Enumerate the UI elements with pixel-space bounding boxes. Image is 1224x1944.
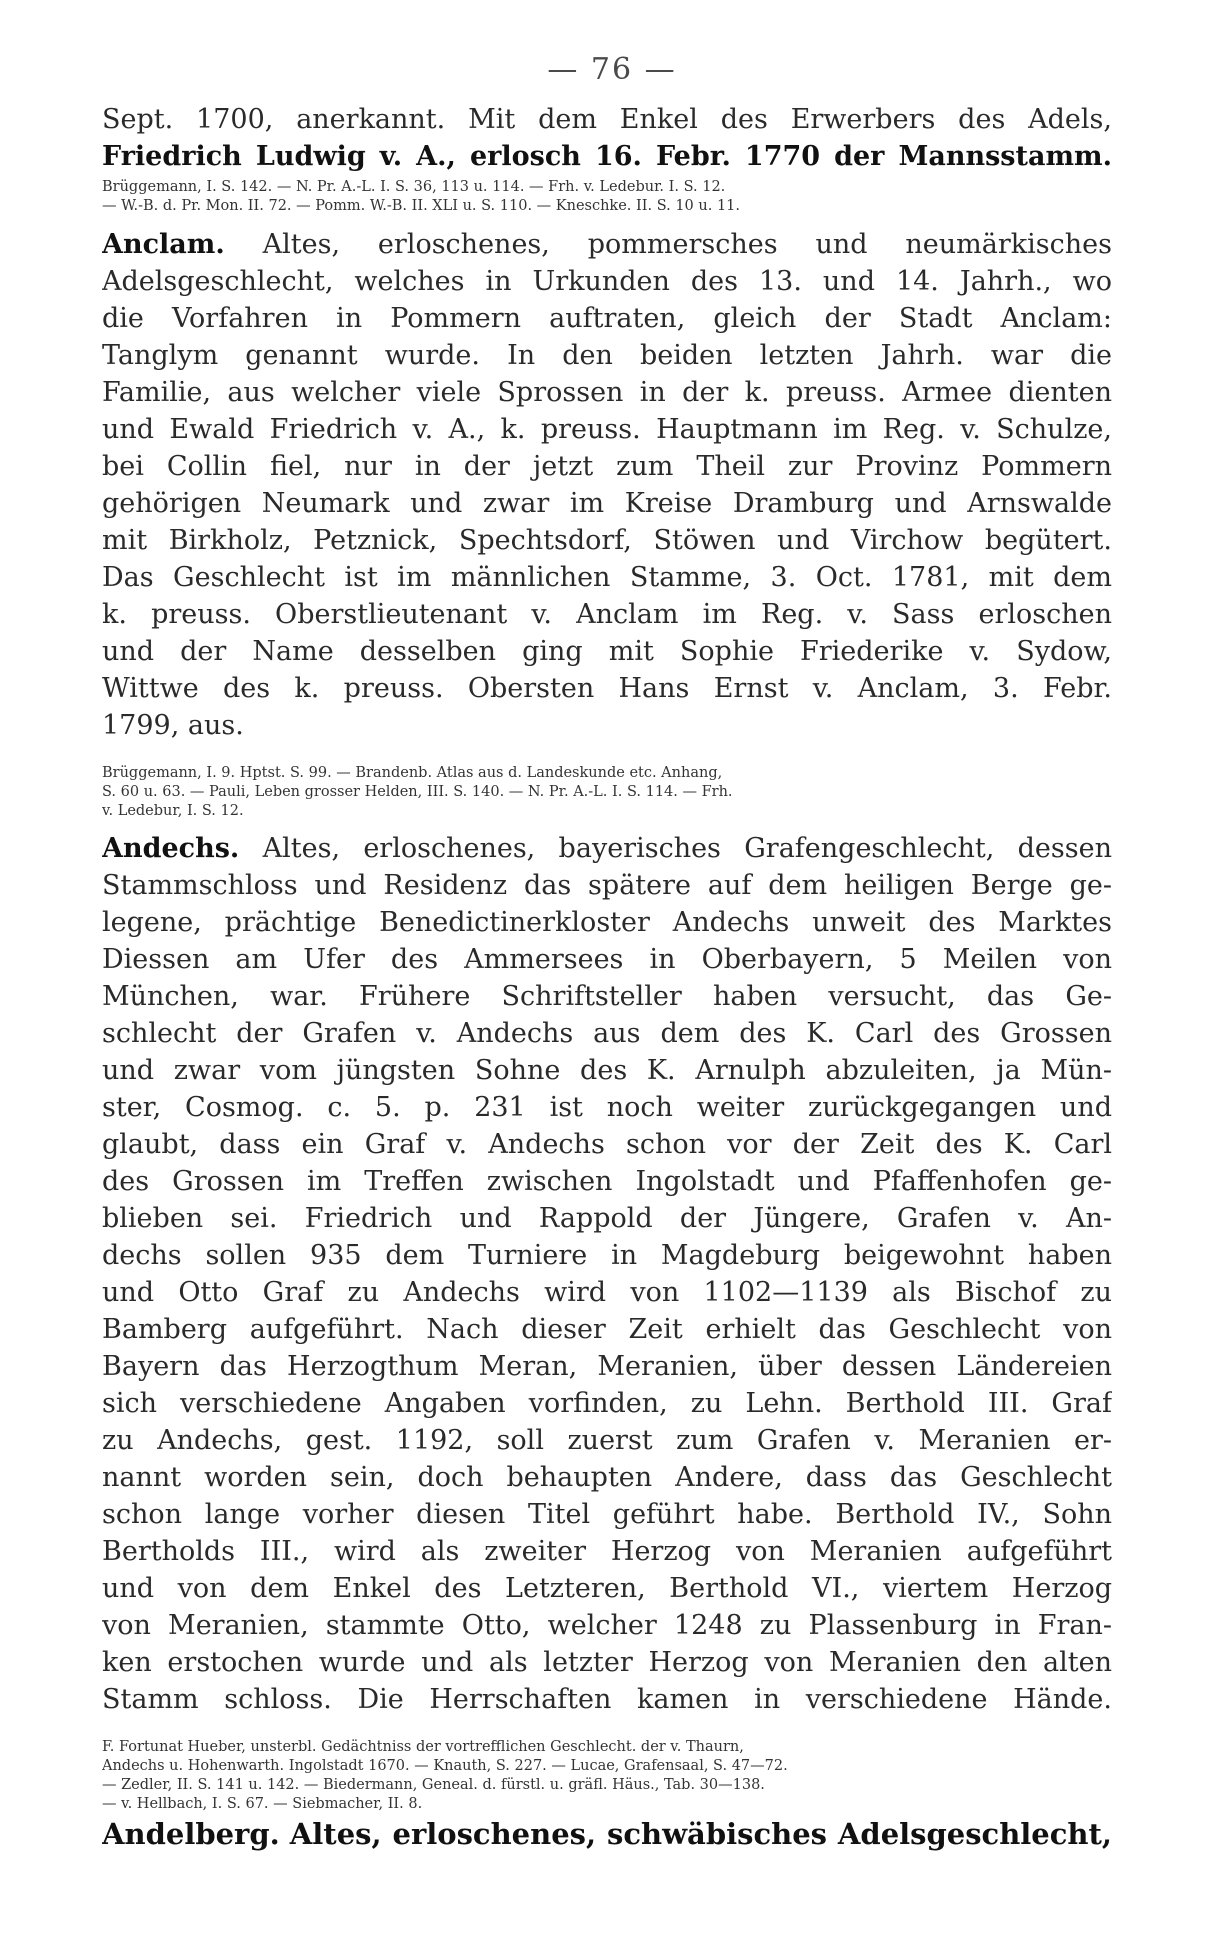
text-line: schlecht der Grafen v. Andechs aus dem des K. Carl des Grossen (102, 1018, 1112, 1049)
text-line: und zwar vom jüngsten Sohne des K. Arnulph abzuleiten, ja Mün- (102, 1055, 1112, 1086)
entry-text: Altes, erloschenes, bayerisches Grafengeschlecht, dessen (262, 833, 1112, 864)
text-line: blieben sei. Friedrich und Rappold der Jüngere, Grafen v. An- (102, 1203, 1112, 1234)
text-line: bei Collin fiel, nur in der jetzt zum Theil zur Provinz Pommern (102, 451, 1112, 482)
entry-first-line (102, 226, 1112, 263)
text-line: schon lange vorher diesen Titel geführt habe. Berthold IV., Sohn (102, 1499, 1112, 1530)
entry-andechs (102, 830, 1112, 1718)
reference-line: — v. Hellbach, I. S. 67. — Siebmacher, II. 8. (102, 1796, 423, 1812)
entry-keyword: Anclam. (102, 229, 225, 260)
reference-line: — W.-B. d. Pr. Mon. II. 72. — Pomm. W.-B. II. XLI u. S. 110. — Kneschke. II. S. 10 u. 11. (102, 198, 741, 214)
reference-line: F. Fortunat Hueber, unsterbl. Gedächtniss der vortrefflichen Geschlecht. der v. Thaurn, (102, 1739, 744, 1755)
text-line: legene, prächtige Benedictinerkloster Andechs unweit des Marktes (102, 907, 1112, 938)
text-line: und Ewald Friedrich v. A., k. preuss. Hauptmann im Reg. v. Schulze, (102, 414, 1112, 445)
entry-keyword: Andechs. (102, 833, 240, 864)
text-line: Adelsgeschlecht, welches in Urkunden des 13. und 14. Jahrh., wo (102, 266, 1112, 297)
reference-line: — Zedler, II. S. 141 u. 142. — Biedermann, Geneal. d. fürstl. u. gräfl. Häus., Tab. 30—138. (102, 1777, 765, 1793)
text-line: des Grossen im Treffen zwischen Ingolstadt und Pfaffenhofen ge- (102, 1166, 1112, 1197)
entry-keyword: Andelberg. (102, 1817, 280, 1851)
text-line: von Meranien, stammte Otto, welcher 1248 zu Plassenburg in Fran- (102, 1610, 1112, 1641)
text-line: Bayern das Herzogthum Meran, Meranien, über dessen Ländereien (102, 1351, 1112, 1382)
text-line: mit Birkholz, Petznick, Spechtsdorf, Stöwen und Virchow begütert. (102, 525, 1112, 556)
text-line: München, war. Frühere Schriftsteller haben versucht, das Ge- (102, 981, 1112, 1012)
text-line: und der Name desselben ging mit Sophie Friederike v. Sydow, (102, 636, 1112, 667)
references-block (102, 178, 1112, 216)
entry-first-line (102, 830, 1112, 867)
text-line: und von dem Enkel des Letzteren, Berthold VI., viertem Herzog (102, 1573, 1112, 1604)
text-line: Diessen am Ufer des Ammersees in Oberbayern, 5 Meilen von (102, 944, 1112, 975)
text-line: Bamberg aufgeführt. Nach dieser Zeit erhielt das Geschlecht von (102, 1314, 1112, 1345)
page-number: — 76 — (547, 52, 677, 87)
reference-line: v. Ledebur, I. S. 12. (102, 803, 244, 819)
text-line: gehörigen Neumark und zwar im Kreise Dramburg und Arnswalde (102, 488, 1112, 519)
text-line: glaubt, dass ein Graf v. Andechs schon vor der Zeit des K. Carl (102, 1129, 1112, 1160)
reference-line: Andechs u. Hohenwarth. Ingolstadt 1670. — Knauth, S. 227. — Lucae, Grafensaal, S. 47—72. (102, 1758, 788, 1774)
text-line: Tanglym genannt wurde. In den beiden letzten Jahrh. war die (102, 340, 1112, 371)
text-line: Wittwe des k. preuss. Obersten Hans Ernst v. Anclam, 3. Febr. (102, 673, 1112, 704)
reference-line: Brüggemann, I. S. 142. — N. Pr. A.-L. I. S. 36, 113 u. 114. — Frh. v. Ledebur. I. S. 12. (102, 179, 726, 195)
text-line: Stammschloss und Residenz das spätere auf dem heiligen Berge ge- (102, 870, 1112, 901)
text-line: Stamm schloss. Die Herrschaften kamen in verschiedene Hände. (102, 1684, 1112, 1715)
text-line: ster, Cosmog. c. 5. p. 231 ist noch weiter zurückgegangen und (102, 1092, 1112, 1123)
entry-text: Altes, erloschenes, schwäbisches Adelsgeschlecht, (289, 1817, 1112, 1851)
references-block (102, 764, 1112, 821)
text-line: Friedrich Ludwig v. A., erlosch 16. Febr. 1770 der Mannsstamm. (102, 141, 1112, 172)
entry-andelberg (102, 1816, 1112, 1853)
text-line: sich verschiedene Angaben vorfinden, zu Lehn. Berthold III. Graf (102, 1388, 1112, 1419)
text-line: ken erstochen wurde und als letzter Herzog von Meranien den alten (102, 1647, 1112, 1678)
text-line: Das Geschlecht ist im männlichen Stamme, 3. Oct. 1781, mit dem (102, 562, 1112, 593)
text-line: k. preuss. Oberstlieutenant v. Anclam im Reg. v. Sass erloschen (102, 599, 1112, 630)
text-line: und Otto Graf zu Andechs wird von 1102—1139 als Bischof zu (102, 1277, 1112, 1308)
text-line: 1799, aus. (102, 710, 244, 741)
text-line: Bertholds III., wird als zweiter Herzog von Meranien aufgeführt (102, 1536, 1112, 1567)
text-line: Familie, aus welcher viele Sprossen in der k. preuss. Armee dienten (102, 377, 1112, 408)
reference-line: S. 60 u. 63. — Pauli, Leben grosser Helden, III. S. 140. — N. Pr. A.-L. I. S. 114. — Frh. (102, 784, 733, 800)
text-line: dechs sollen 935 dem Turniere in Magdeburg beigewohnt haben (102, 1240, 1112, 1271)
text-line: nannt worden sein, doch behaupten Andere, dass das Geschlecht (102, 1462, 1112, 1493)
text-line: die Vorfahren in Pommern auftraten, gleich der Stadt Anclam: (102, 303, 1112, 334)
entry-first-line (102, 1816, 1112, 1853)
continuation-paragraph (102, 101, 1112, 175)
reference-line: Brüggemann, I. 9. Hptst. S. 99. — Brandenb. Atlas aus d. Landeskunde etc. Anhang, (102, 765, 723, 781)
text-line: Sept. 1700, anerkannt. Mit dem Enkel des Erwerbers des Adels, (102, 104, 1112, 135)
text-line: zu Andechs, gest. 1192, soll zuerst zum Grafen v. Meranien er- (102, 1425, 1112, 1456)
references-block (102, 1738, 1112, 1814)
entry-anclam (102, 226, 1112, 744)
entry-text: Altes, erloschenes, pommersches und neumärkisches (262, 229, 1112, 260)
